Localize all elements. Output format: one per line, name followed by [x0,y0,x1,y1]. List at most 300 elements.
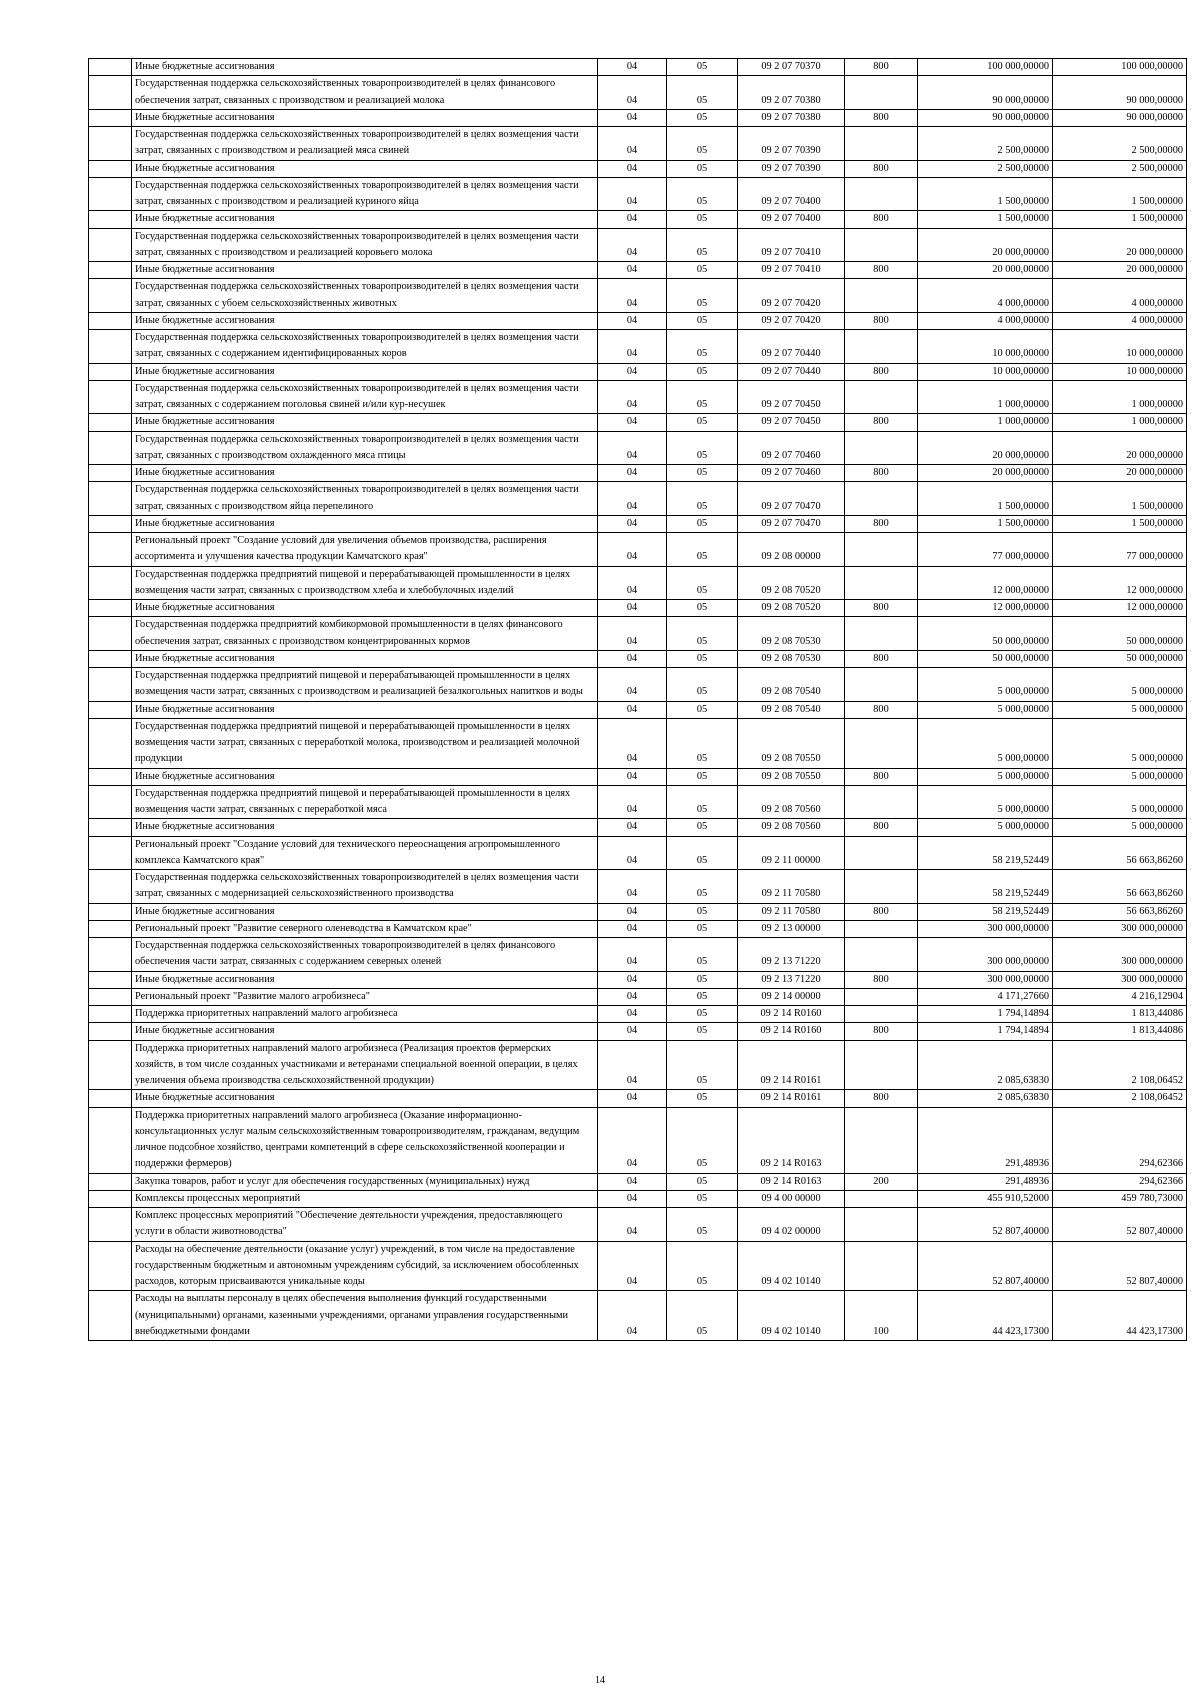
target-article-code-cell: 09 2 08 70550 [738,768,845,785]
table-row [89,211,1187,228]
subsection-code-cell: 05 [667,668,738,702]
row-name-cell: Иные бюджетные ассигнования [132,109,598,126]
row-name-cell: Комплекс процессных мероприятий "Обеспечение деятельности учреждения, предоставляющего услуги в области животноводства" [132,1208,598,1242]
expense-type-cell [845,1190,918,1207]
amount-year1-cell: 100 000,00000 [918,59,1053,76]
amount-year1-cell: 2 500,00000 [918,127,1053,161]
row-name-cell: Иные бюджетные ассигнования [132,819,598,836]
amount-year2-cell: 20 000,00000 [1053,228,1187,262]
subsection-code-cell: 05 [667,566,738,600]
row-name-cell: Иные бюджетные ассигнования [132,59,598,76]
row-name-cell: Государственная поддержка сельскохозяйственных товаропроизводителей в целях возмещения части затрат, связанных с производством и реализацией коровьего молока [132,228,598,262]
target-article-code-cell: 09 2 14 R0160 [738,1006,845,1023]
amount-year2-cell: 56 663,86260 [1053,836,1187,870]
subsection-code-cell: 05 [667,650,738,667]
amount-year2-cell: 4 000,00000 [1053,312,1187,329]
row-number-cell [89,363,132,380]
section-code-cell: 04 [598,870,667,904]
subsection-code-cell: 05 [667,1023,738,1040]
subsection-code-cell: 05 [667,262,738,279]
section-code-cell: 04 [598,1090,667,1107]
section-code-cell: 04 [598,668,667,702]
section-code-cell: 04 [598,650,667,667]
target-article-code-cell: 09 2 11 70580 [738,903,845,920]
expense-type-cell: 800 [845,1023,918,1040]
row-number-cell [89,870,132,904]
table-row [89,177,1187,211]
section-code-cell: 04 [598,228,667,262]
subsection-code-cell: 05 [667,617,738,651]
amount-year2-cell: 90 000,00000 [1053,109,1187,126]
expense-type-cell [845,938,918,972]
amount-year2-cell: 300 000,00000 [1053,920,1187,937]
amount-year2-cell: 20 000,00000 [1053,262,1187,279]
subsection-code-cell: 05 [667,701,738,718]
expense-type-cell: 800 [845,465,918,482]
row-number-cell [89,938,132,972]
amount-year2-cell: 50 000,00000 [1053,617,1187,651]
amount-year1-cell: 1 000,00000 [918,380,1053,414]
section-code-cell: 04 [598,482,667,516]
expense-type-cell [845,668,918,702]
amount-year1-cell: 12 000,00000 [918,566,1053,600]
amount-year2-cell: 20 000,00000 [1053,431,1187,465]
target-article-code-cell: 09 4 02 10140 [738,1291,845,1341]
row-number-cell [89,701,132,718]
amount-year1-cell: 90 000,00000 [918,76,1053,110]
row-name-cell: Иные бюджетные ассигнования [132,701,598,718]
row-name-cell: Государственная поддержка предприятий пищевой и перерабатывающей промышленности в целях возмещения части затрат, связанных с переработкой мяса [132,785,598,819]
row-number-cell [89,76,132,110]
row-number-cell [89,1173,132,1190]
section-code-cell: 04 [598,127,667,161]
expense-type-cell [845,330,918,364]
expense-type-cell [845,1006,918,1023]
target-article-code-cell: 09 2 08 70540 [738,668,845,702]
row-number-cell [89,600,132,617]
target-article-code-cell: 09 2 11 00000 [738,836,845,870]
subsection-code-cell: 05 [667,1291,738,1341]
section-code-cell: 04 [598,1023,667,1040]
amount-year2-cell: 294,62366 [1053,1107,1187,1173]
expense-type-cell [845,920,918,937]
subsection-code-cell: 05 [667,1040,738,1090]
expense-type-cell: 800 [845,701,918,718]
section-code-cell: 04 [598,1241,667,1291]
row-number-cell [89,1107,132,1173]
amount-year2-cell: 4 216,12904 [1053,988,1187,1005]
row-name-cell: Иные бюджетные ассигнования [132,262,598,279]
row-name-cell: Закупка товаров, работ и услуг для обеспечения государственных (муниципальных) нужд [132,1173,598,1190]
target-article-code-cell: 09 2 14 R0163 [738,1173,845,1190]
target-article-code-cell: 09 2 14 R0160 [738,1023,845,1040]
amount-year1-cell: 4 000,00000 [918,279,1053,313]
amount-year1-cell: 2 085,63830 [918,1040,1053,1090]
row-number-cell [89,515,132,532]
amount-year2-cell: 20 000,00000 [1053,465,1187,482]
amount-year2-cell: 4 000,00000 [1053,279,1187,313]
row-number-cell [89,668,132,702]
section-code-cell: 04 [598,971,667,988]
amount-year2-cell: 1 500,00000 [1053,211,1187,228]
row-name-cell: Государственная поддержка сельскохозяйственных товаропроизводителей в целях возмещения части затрат, связанных с производством и реализацией мяса свиней [132,127,598,161]
page-number: 14 [595,1675,605,1686]
row-name-cell: Государственная поддержка сельскохозяйственных товаропроизводителей в целях возмещения части затрат, связанных с производством и реализацией куриного яйца [132,177,598,211]
target-article-code-cell: 09 2 07 70460 [738,465,845,482]
expense-type-cell: 800 [845,160,918,177]
row-number-cell [89,971,132,988]
subsection-code-cell: 05 [667,363,738,380]
amount-year2-cell: 10 000,00000 [1053,330,1187,364]
amount-year2-cell: 52 807,40000 [1053,1241,1187,1291]
target-article-code-cell: 09 4 02 10140 [738,1241,845,1291]
subsection-code-cell: 05 [667,127,738,161]
subsection-code-cell: 05 [667,330,738,364]
table-row [89,920,1187,937]
expense-type-cell [845,1107,918,1173]
section-code-cell: 04 [598,380,667,414]
target-article-code-cell: 09 2 07 70470 [738,515,845,532]
row-name-cell: Поддержка приоритетных направлений малого агробизнеса (Оказание информационно-консультационных услуг малым сельскохозяйственным товаропроизводителям, гражданам, ведущим личное подсобное хозяйство, центрами компетенций в сфере сельскохозяйственной кооперации и поддержки фермеров) [132,1107,598,1173]
table-row [89,414,1187,431]
amount-year2-cell: 50 000,00000 [1053,650,1187,667]
table-row [89,465,1187,482]
amount-year2-cell: 1 500,00000 [1053,177,1187,211]
amount-year1-cell: 52 807,40000 [918,1241,1053,1291]
row-name-cell: Иные бюджетные ассигнования [132,515,598,532]
row-name-cell: Государственная поддержка предприятий пищевой и перерабатывающей промышленности в целях возмещения части затрат, связанных с переработкой молока, производством и реализацией молочной продукции [132,718,598,768]
section-code-cell: 04 [598,617,667,651]
amount-year1-cell: 1 794,14894 [918,1023,1053,1040]
amount-year2-cell: 2 500,00000 [1053,160,1187,177]
section-code-cell: 04 [598,938,667,972]
amount-year1-cell: 1 500,00000 [918,211,1053,228]
table-row [89,1173,1187,1190]
expense-type-cell: 800 [845,312,918,329]
expense-type-cell: 800 [845,971,918,988]
table-row [89,431,1187,465]
row-name-cell: Государственная поддержка сельскохозяйственных товаропроизводителей в целях финансового обеспечения затрат, связанных с производством и реализацией молока [132,76,598,110]
subsection-code-cell: 05 [667,1107,738,1173]
target-article-code-cell: 09 2 07 70380 [738,109,845,126]
expense-type-cell [845,1040,918,1090]
expense-type-cell [845,279,918,313]
table-row [89,938,1187,972]
expense-type-cell [845,431,918,465]
row-number-cell [89,228,132,262]
target-article-code-cell: 09 2 07 70470 [738,482,845,516]
row-number-cell [89,566,132,600]
amount-year1-cell: 20 000,00000 [918,262,1053,279]
amount-year2-cell: 2 108,06452 [1053,1040,1187,1090]
table-row [89,312,1187,329]
section-code-cell: 04 [598,533,667,567]
section-code-cell: 04 [598,768,667,785]
target-article-code-cell: 09 2 14 R0163 [738,1107,845,1173]
amount-year2-cell: 300 000,00000 [1053,971,1187,988]
row-number-cell [89,211,132,228]
row-number-cell [89,262,132,279]
row-number-cell [89,59,132,76]
amount-year1-cell: 1 500,00000 [918,482,1053,516]
target-article-code-cell: 09 2 07 70440 [738,330,845,364]
row-number-cell [89,177,132,211]
expense-type-cell [845,1208,918,1242]
section-code-cell: 04 [598,785,667,819]
expense-type-cell: 800 [845,262,918,279]
row-number-cell [89,1291,132,1341]
row-number-cell [89,785,132,819]
row-name-cell: Иные бюджетные ассигнования [132,971,598,988]
amount-year1-cell: 20 000,00000 [918,228,1053,262]
row-name-cell: Региональный проект "Развитие малого агробизнеса" [132,988,598,1005]
target-article-code-cell: 09 2 13 00000 [738,920,845,937]
section-code-cell: 04 [598,414,667,431]
expense-type-cell: 800 [845,819,918,836]
section-code-cell: 04 [598,330,667,364]
amount-year1-cell: 90 000,00000 [918,109,1053,126]
row-name-cell: Иные бюджетные ассигнования [132,160,598,177]
amount-year2-cell: 1 000,00000 [1053,414,1187,431]
amount-year2-cell: 1 500,00000 [1053,482,1187,516]
table-row [89,515,1187,532]
expense-type-cell [845,228,918,262]
target-article-code-cell: 09 2 07 70400 [738,211,845,228]
target-article-code-cell: 09 4 02 00000 [738,1208,845,1242]
row-name-cell: Государственная поддержка сельскохозяйственных товаропроизводителей в целях возмещения части затрат, связанных с содержанием поголовья свиней и/или кур-несушек [132,380,598,414]
target-article-code-cell: 09 2 13 71220 [738,971,845,988]
subsection-code-cell: 05 [667,768,738,785]
expense-type-cell [845,76,918,110]
table-row [89,533,1187,567]
section-code-cell: 04 [598,566,667,600]
amount-year1-cell: 58 219,52449 [918,870,1053,904]
expense-type-cell: 800 [845,768,918,785]
row-number-cell [89,1090,132,1107]
section-code-cell: 04 [598,1040,667,1090]
subsection-code-cell: 05 [667,971,738,988]
section-code-cell: 04 [598,465,667,482]
subsection-code-cell: 05 [667,160,738,177]
amount-year2-cell: 5 000,00000 [1053,701,1187,718]
row-number-cell [89,617,132,651]
amount-year1-cell: 300 000,00000 [918,920,1053,937]
table-row [89,718,1187,768]
expense-type-cell [845,177,918,211]
row-number-cell [89,650,132,667]
section-code-cell: 04 [598,109,667,126]
amount-year2-cell: 56 663,86260 [1053,903,1187,920]
table-row [89,109,1187,126]
subsection-code-cell: 05 [667,920,738,937]
subsection-code-cell: 05 [667,938,738,972]
amount-year2-cell: 52 807,40000 [1053,1208,1187,1242]
section-code-cell: 04 [598,1291,667,1341]
table-row [89,668,1187,702]
expense-type-cell [845,482,918,516]
row-name-cell: Государственная поддержка сельскохозяйственных товаропроизводителей в целях возмещения части затрат, связанных с производством охлажденного мяса птицы [132,431,598,465]
row-number-cell [89,1190,132,1207]
row-name-cell: Иные бюджетные ассигнования [132,211,598,228]
row-name-cell: Иные бюджетные ассигнования [132,903,598,920]
section-code-cell: 04 [598,1208,667,1242]
row-number-cell [89,903,132,920]
amount-year2-cell: 1 813,44086 [1053,1023,1187,1040]
target-article-code-cell: 09 2 07 70410 [738,228,845,262]
amount-year1-cell: 4 171,27660 [918,988,1053,1005]
subsection-code-cell: 05 [667,228,738,262]
table-row [89,59,1187,76]
amount-year1-cell: 5 000,00000 [918,701,1053,718]
subsection-code-cell: 05 [667,109,738,126]
target-article-code-cell: 09 2 08 00000 [738,533,845,567]
target-article-code-cell: 09 2 07 70450 [738,414,845,431]
row-name-cell: Комплексы процессных мероприятий [132,1190,598,1207]
table-row [89,380,1187,414]
expense-type-cell [845,617,918,651]
amount-year2-cell: 90 000,00000 [1053,76,1187,110]
table-row [89,600,1187,617]
subsection-code-cell: 05 [667,211,738,228]
expense-type-cell: 100 [845,1291,918,1341]
table-row [89,566,1187,600]
row-name-cell: Государственная поддержка сельскохозяйственных товаропроизводителей в целях возмещения части затрат, связанных с производством яйца перепелиного [132,482,598,516]
expense-type-cell: 800 [845,109,918,126]
table-row [89,836,1187,870]
row-name-cell: Государственная поддержка сельскохозяйственных товаропроизводителей в целях возмещения части затрат, связанных с содержанием идентифицированных коров [132,330,598,364]
table-row [89,870,1187,904]
table-row [89,363,1187,380]
amount-year1-cell: 1 500,00000 [918,177,1053,211]
expense-type-cell [845,533,918,567]
table-row [89,228,1187,262]
section-code-cell: 04 [598,76,667,110]
section-code-cell: 04 [598,59,667,76]
amount-year1-cell: 50 000,00000 [918,650,1053,667]
target-article-code-cell: 09 2 07 70420 [738,312,845,329]
subsection-code-cell: 05 [667,600,738,617]
row-number-cell [89,836,132,870]
row-name-cell: Иные бюджетные ассигнования [132,414,598,431]
row-number-cell [89,533,132,567]
row-name-cell: Иные бюджетные ассигнования [132,768,598,785]
target-article-code-cell: 09 2 08 70520 [738,600,845,617]
subsection-code-cell: 05 [667,279,738,313]
amount-year2-cell: 1 813,44086 [1053,1006,1187,1023]
section-code-cell: 04 [598,177,667,211]
budget-table [88,58,1187,1341]
table-row [89,1291,1187,1341]
table-row [89,127,1187,161]
row-number-cell [89,312,132,329]
row-name-cell: Иные бюджетные ассигнования [132,1023,598,1040]
amount-year1-cell: 291,48936 [918,1173,1053,1190]
row-number-cell [89,109,132,126]
section-code-cell: 04 [598,600,667,617]
row-name-cell: Иные бюджетные ассигнования [132,650,598,667]
target-article-code-cell: 09 2 08 70540 [738,701,845,718]
section-code-cell: 04 [598,1190,667,1207]
subsection-code-cell: 05 [667,836,738,870]
amount-year1-cell: 20 000,00000 [918,465,1053,482]
row-name-cell: Государственная поддержка предприятий пищевой и перерабатывающей промышленности в целях возмещения части затрат, связанных с производством хлеба и хлебобулочных изделий [132,566,598,600]
table-row [89,262,1187,279]
amount-year2-cell: 44 423,17300 [1053,1291,1187,1341]
subsection-code-cell: 05 [667,1190,738,1207]
table-row [89,279,1187,313]
table-row [89,785,1187,819]
table-row [89,1023,1187,1040]
target-article-code-cell: 09 2 07 70410 [738,262,845,279]
expense-type-cell [845,718,918,768]
amount-year1-cell: 2 085,63830 [918,1090,1053,1107]
section-code-cell: 04 [598,701,667,718]
target-article-code-cell: 09 2 08 70520 [738,566,845,600]
target-article-code-cell: 09 2 07 70390 [738,127,845,161]
row-number-cell [89,330,132,364]
amount-year1-cell: 58 219,52449 [918,836,1053,870]
table-row [89,482,1187,516]
row-number-cell [89,1006,132,1023]
table-row [89,1107,1187,1173]
expense-type-cell: 800 [845,414,918,431]
amount-year1-cell: 52 807,40000 [918,1208,1053,1242]
expense-type-cell [845,870,918,904]
row-name-cell: Поддержка приоритетных направлений малого агробизнеса [132,1006,598,1023]
subsection-code-cell: 05 [667,819,738,836]
subsection-code-cell: 05 [667,482,738,516]
row-number-cell [89,1208,132,1242]
expense-type-cell [845,988,918,1005]
amount-year2-cell: 100 000,00000 [1053,59,1187,76]
target-article-code-cell: 09 2 07 70370 [738,59,845,76]
expense-type-cell: 800 [845,211,918,228]
target-article-code-cell: 09 2 08 70560 [738,819,845,836]
subsection-code-cell: 05 [667,431,738,465]
subsection-code-cell: 05 [667,1208,738,1242]
row-number-cell [89,279,132,313]
subsection-code-cell: 05 [667,380,738,414]
row-name-cell: Государственная поддержка сельскохозяйственных товаропроизводителей в целях финансового обеспечения части затрат, связанных с содержанием северных оленей [132,938,598,972]
row-name-cell: Иные бюджетные ассигнования [132,1090,598,1107]
row-number-cell [89,160,132,177]
amount-year1-cell: 12 000,00000 [918,600,1053,617]
target-article-code-cell: 09 2 07 70380 [738,76,845,110]
expense-type-cell [845,836,918,870]
row-number-cell [89,1241,132,1291]
row-number-cell [89,414,132,431]
amount-year2-cell: 300 000,00000 [1053,938,1187,972]
target-article-code-cell: 09 2 08 70550 [738,718,845,768]
row-number-cell [89,988,132,1005]
subsection-code-cell: 05 [667,718,738,768]
section-code-cell: 04 [598,819,667,836]
section-code-cell: 04 [598,262,667,279]
target-article-code-cell: 09 2 07 70420 [738,279,845,313]
amount-year1-cell: 5 000,00000 [918,819,1053,836]
amount-year1-cell: 1 794,14894 [918,1006,1053,1023]
subsection-code-cell: 05 [667,903,738,920]
target-article-code-cell: 09 2 08 70560 [738,785,845,819]
table-row [89,971,1187,988]
amount-year1-cell: 5 000,00000 [918,718,1053,768]
amount-year2-cell: 5 000,00000 [1053,718,1187,768]
subsection-code-cell: 05 [667,533,738,567]
expense-type-cell [845,380,918,414]
table-row [89,76,1187,110]
subsection-code-cell: 05 [667,59,738,76]
amount-year2-cell: 5 000,00000 [1053,819,1187,836]
